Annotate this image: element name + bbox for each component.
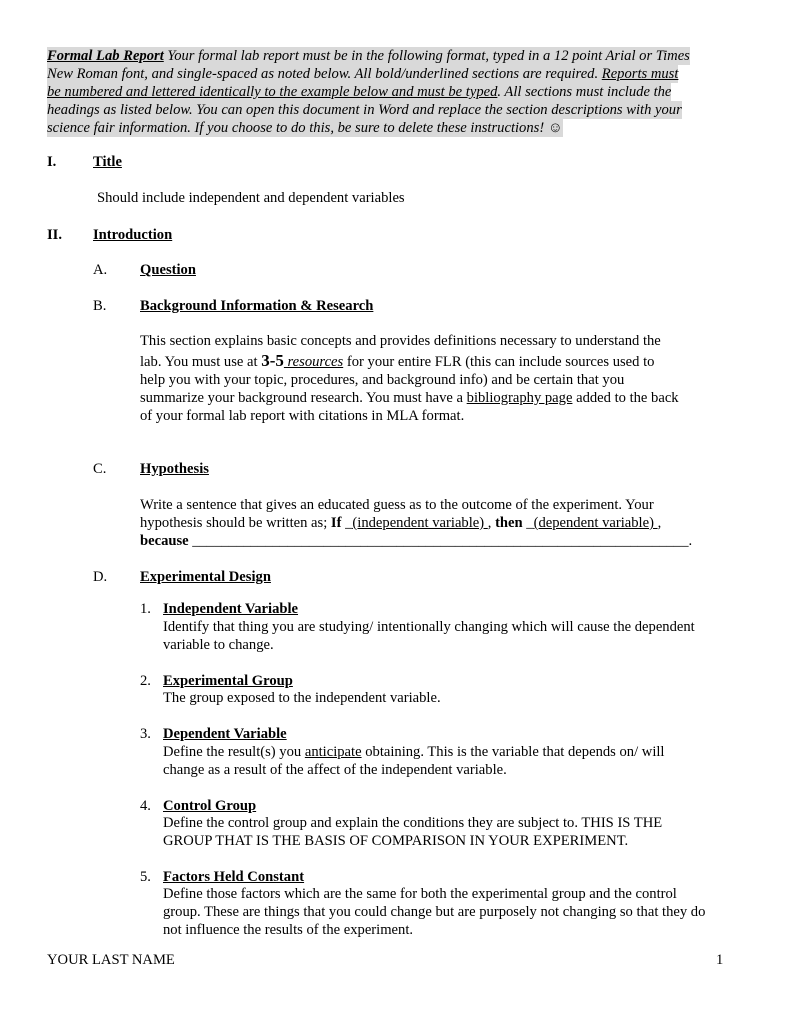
blank-line: ____________________________________________________________________. — [188, 533, 693, 549]
instructions-line: science fair information. If you choose to do this, be sure to delete these instructions! ☺ — [47, 120, 563, 136]
paragraph-line — [140, 389, 679, 407]
instructions-text: New Roman font, and single-spaced as noted below. All bold/underlined sections are required. — [47, 66, 602, 82]
instructions-line: headings as listed below. You can open this document in Word and replace the section descriptions with your — [47, 102, 682, 118]
paragraph-line — [140, 514, 661, 532]
item-number: 2. — [140, 673, 151, 689]
section-number: I. — [47, 154, 57, 170]
instructions-line — [47, 83, 671, 101]
subsection-letter: D. — [93, 569, 108, 585]
subsection-letter: A. — [93, 262, 108, 278]
text: If — [330, 515, 342, 531]
item-line: Define the control group and explain the conditions they are subject to. THIS IS THE — [163, 815, 663, 831]
section-text: Should include independent and dependent variables — [97, 190, 405, 206]
text: because — [140, 533, 189, 549]
section-heading-title: Title — [93, 154, 122, 170]
item-heading: Experimental Group — [163, 673, 293, 689]
text: obtaining. This is the variable that depends on/ will — [361, 744, 665, 760]
item-line: not influence the results of the experiment. — [163, 922, 414, 938]
page-number: 1 — [716, 952, 724, 968]
text: anticipate — [304, 744, 362, 760]
item-line: The group exposed to the independent variable. — [163, 690, 441, 706]
subsection-letter: B. — [93, 298, 107, 314]
resources-count: 3-5 — [261, 351, 284, 370]
text: then — [495, 515, 523, 531]
text: hypothesis should be written as; — [140, 515, 331, 531]
item-line: change as a result of the affect of the independent variable. — [163, 762, 507, 778]
text: , — [657, 515, 662, 531]
text: (dependent variable) — [533, 515, 658, 531]
item-heading: Independent Variable — [163, 601, 299, 617]
subsection-heading-background: Background Information & Research — [140, 298, 374, 314]
section-number: II. — [47, 227, 63, 243]
instructions-text: . All sections must include the — [497, 84, 672, 100]
section-heading-introduction: Introduction — [93, 227, 173, 243]
item-heading: Control Group — [163, 798, 257, 814]
subsection-heading-hypothesis: Hypothesis — [140, 461, 209, 477]
text: summarize your background research. You must have a — [140, 390, 467, 406]
item-heading: Dependent Variable — [163, 726, 287, 742]
instructions-title: Formal Lab Report — [47, 48, 164, 64]
item-line: Define those factors which are the same for both the experimental group and the control — [163, 886, 677, 902]
text: for your entire FLR (this can include sources used to — [343, 354, 655, 370]
instructions-text: Reports must — [601, 66, 679, 82]
item-line: Identify that thing you are studying/ intentionally changing which will cause the dependent — [163, 619, 695, 635]
text: resources — [283, 354, 344, 370]
item-number: 1. — [140, 601, 151, 617]
text: bibliography page — [466, 390, 573, 406]
text: Define the result(s) you — [163, 744, 305, 760]
text: lab. You must use at — [140, 354, 262, 370]
footer-name: YOUR LAST NAME — [47, 952, 175, 968]
paragraph-line: help you with your topic, procedures, and background info) and be certain that you — [140, 372, 625, 388]
item-number: 4. — [140, 798, 151, 814]
paragraph-line: This section explains basic concepts and provides definitions necessary to understand the — [140, 333, 661, 349]
item-line — [163, 743, 664, 761]
instructions-text: be numbered and lettered identically to the example below and must be typed — [47, 84, 498, 100]
text: , — [487, 515, 496, 531]
paragraph-line — [140, 352, 654, 370]
item-line: GROUP THAT IS THE BASIS OF COMPARISON IN YOUR EXPERIMENT. — [163, 833, 629, 849]
item-line: group. These are things that you could change but are purposely not changing so that they do — [163, 904, 706, 920]
subsection-heading-design: Experimental Design — [140, 569, 271, 585]
text: added to the back — [572, 390, 679, 406]
paragraph-line: Write a sentence that gives an educated guess as to the outcome of the experiment. Your — [140, 497, 654, 513]
instructions-line — [47, 65, 678, 83]
instructions-text: Your formal lab report must be in the following format, typed in a 12 point Arial or Times — [163, 48, 690, 64]
instructions-line — [47, 47, 690, 65]
item-number: 5. — [140, 869, 151, 885]
item-number: 3. — [140, 726, 151, 742]
text: _ — [341, 515, 353, 531]
item-line: variable to change. — [163, 637, 274, 653]
text: _ — [522, 515, 534, 531]
subsection-heading-question: Question — [140, 262, 196, 278]
text: (independent variable) — [352, 515, 488, 531]
paragraph-line — [140, 532, 692, 550]
item-heading: Factors Held Constant — [163, 869, 305, 885]
paragraph-line: of your formal lab report with citations in MLA format. — [140, 408, 465, 424]
subsection-letter: C. — [93, 461, 107, 477]
